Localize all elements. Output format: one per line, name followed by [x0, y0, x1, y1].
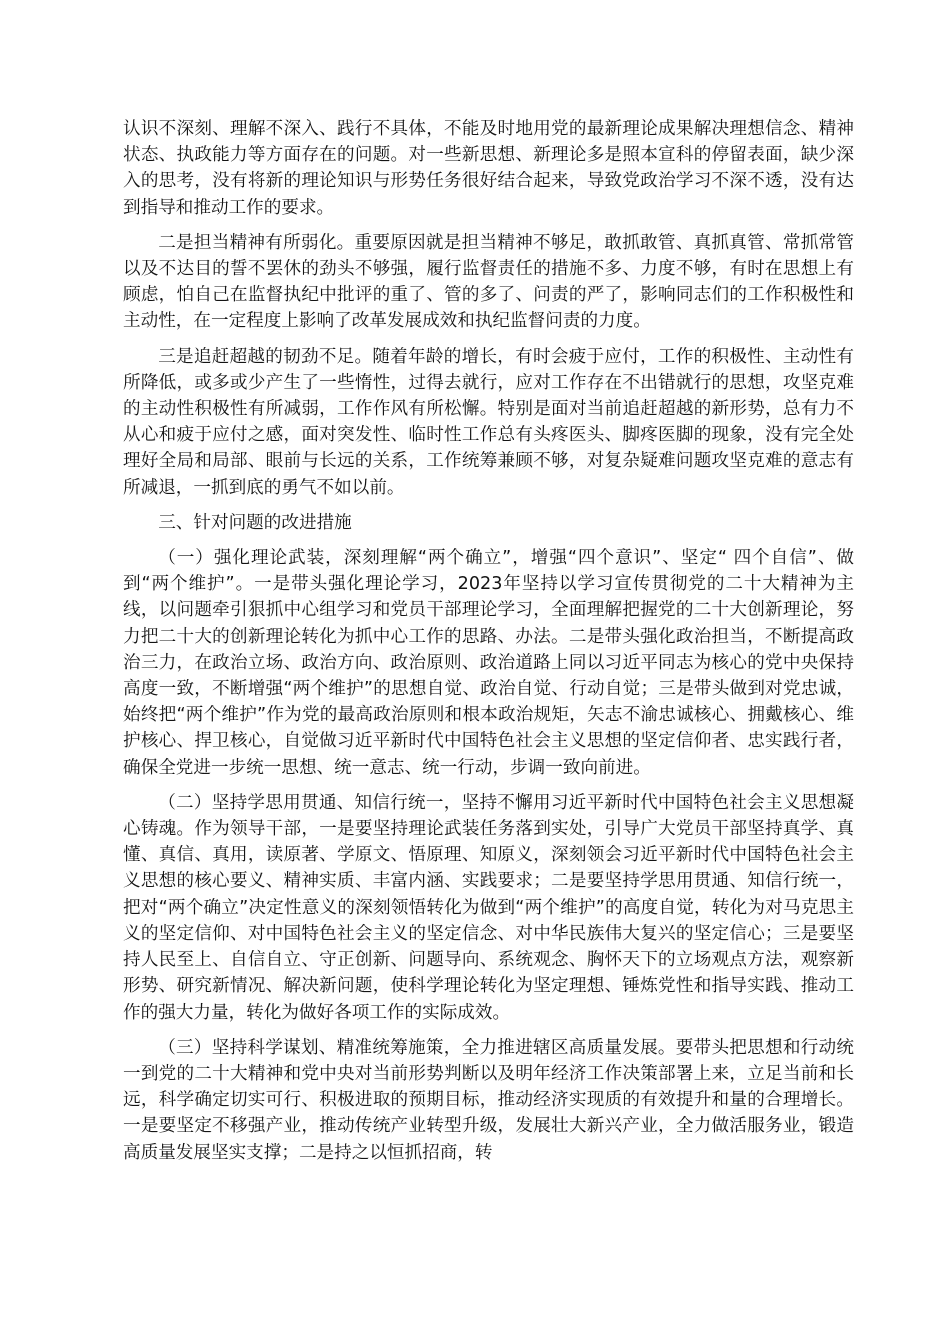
paragraph-measure-3: （三）坚持科学谋划、精准统筹施策，全力推进辖区高质量发展。要带头把思想和行动统一到党的二十大精神和党中央对当前形势判断以及明年经济工作决策部署上来，立足当前和长远，科学确定切实可行、积极进取的预期目标，推动经济实现质的有效提升和量的合理增长。一是要坚定不移强产业，推动传统产业转型升级，发展壮大新兴产业，全力做活服务业，锻造高质量发展坚实支撑；二是持之以恒抓招商，转: [123, 1037, 854, 1163]
document-body: [123, 116, 854, 1175]
paragraph-responsibility: 二是担当精神有所弱化。重要原因就是担当精神不够足，敢抓敢管、真抓真管、常抓常管以及不达目的誓不罢休的劲头不够强，履行监督责任的措施不多、力度不够，有时在思想上有顾虑，怕自己在监督执纪中批评的重了、管的多了、问责的严了，影响同志们的工作积极性和主动性，在一定程度上影响了改革发展成效和执纪监督问责的力度。: [123, 232, 854, 332]
paragraph-measure-1: （一）强化理论武装，深刻理解“两个确立”，增强“四个意识”、坚定“ 四个自信”、做到“两个维护”。一是带头强化理论学习，2023年坚持以学习宣传贯彻党的二十大精神为主线，以问题牵引狠抓中心组学习和党员干部理论学习，全面理解把握党的二十大创新理论，努力把二十大的创新理论转化为抓中心工作的思路、办法。二是带头强化政治担当，不断提高政治三力，在政治立场、政治方向、政治原则、政治道路上同以习近平同志为核心的党中央保持高度一致，不断增强“两个维护”的思想自觉、政治自觉、行动自觉；三是带头做到对党忠诚，始终把“两个维护”作为党的最高政治原则和根本政治规矩，矢志不渝忠诚核心、拥戴核心、维护核心、捍卫核心，自觉做习近平新时代中国特色社会主义思想的坚定信仰者、忠实践行者，确保全党进一步统一思想、统一意志、统一行动，步调一致向前进。: [123, 548, 854, 778]
paragraph-measure-2: （二）坚持学思用贯通、知信行统一，坚持不懈用习近平新时代中国特色社会主义思想凝心铸魂。作为领导干部，一是要坚持理论武装任务落到实处，引导广大党员干部坚持真学、真懂、真信、真用，读原著、学原文、悟原理、知原义，深刻领会习近平新时代中国特色社会主义思想的核心要义、精神实质、丰富内涵、实践要求；二是要坚持学思用贯通、知信行统一，把对“两个确立”决定性意义的深刻领悟转化为做到“两个维护”的高度自觉，转化为对马克思主义的坚定信仰、对中国特色社会主义的坚定信念、对中华民族伟大复兴的坚定信心；三是要坚持人民至上、自信自立、守正创新、问题导向、系统观念、胸怀天下的立场观点方法，观察新形势、研究新情况、解决新问题，使科学理论转化为坚定理想、锤炼党性和指导实践、推动工作的强大力量，转化为做好各项工作的实际成效。: [123, 792, 854, 1023]
section-heading: 三、针对问题的改进措施: [158, 512, 352, 533]
paragraph-momentum: 三是追赶超越的韧劲不足。随着年龄的增长，有时会疲于应付，工作的积极性、主动性有所降低，或多或少产生了一些惰性，过得去就行，应对工作存在不出错就行的思想，攻坚克难的主动性积极性有所减弱，工作作风有所松懈。特别是面对当前追赶超越的新形势，总有力不从心和疲于应付之感，面对突发性、临时性工作总有头疼医头、脚疼医脚的现象，没有完全处理好全局和局部、眼前与长远的关系，工作统筹兼顾不够，对复杂疑难问题攻坚克难的意志有所减退，一抓到底的勇气不如以前。: [123, 346, 854, 498]
paragraph-continued: 认识不深刻、理解不深入、践行不具体，不能及时地用党的最新理论成果解决理想信念、精神状态、执政能力等方面存在的问题。对一些新思想、新理论多是照本宣科的停留表面，缺少深入的思考，没有将新的理论知识与形势任务很好结合起来，导致党政治学习不深不透，没有达到指导和推动工作的要求。: [123, 119, 854, 218]
